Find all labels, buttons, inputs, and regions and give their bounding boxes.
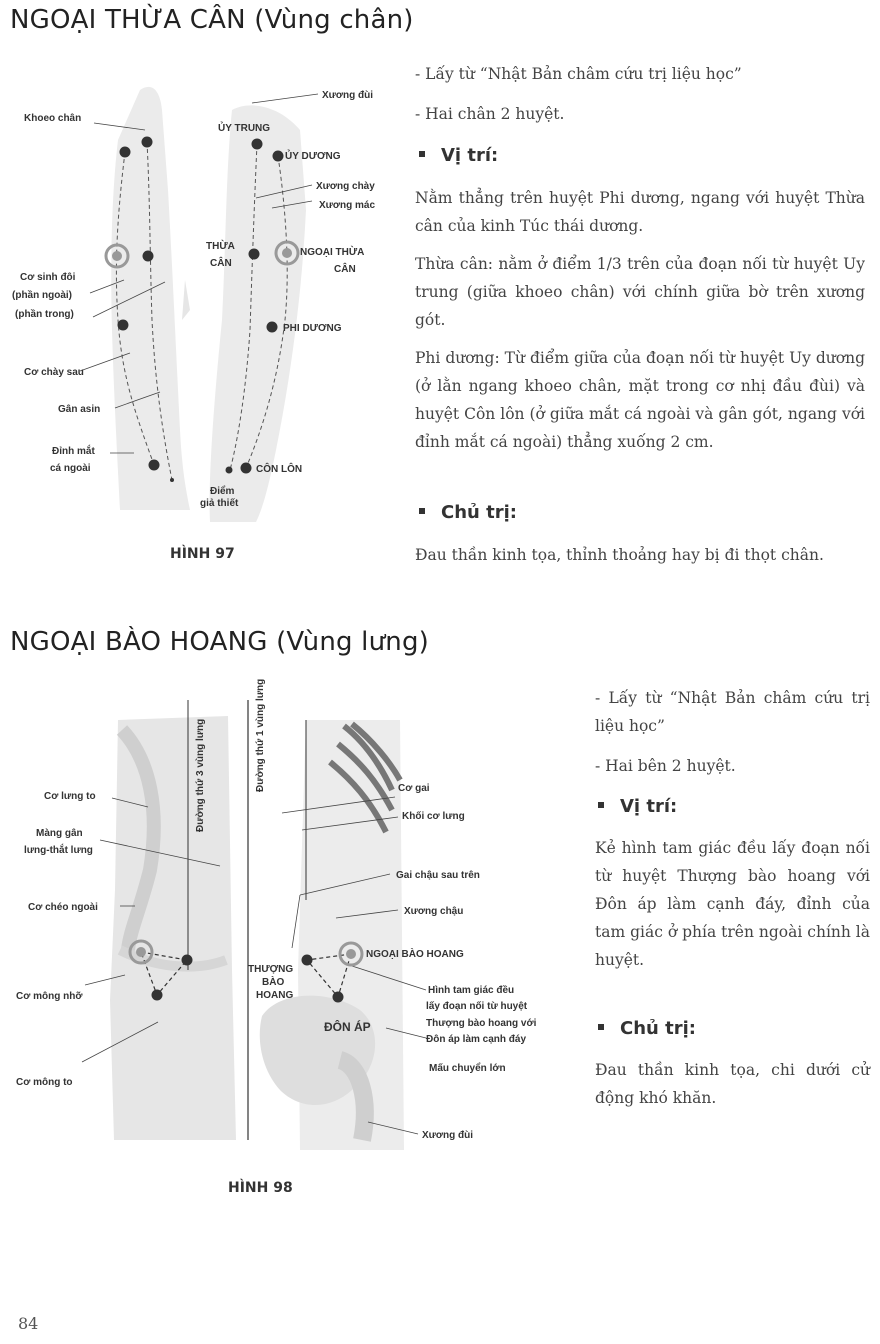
- label-ngoai-bao-hoang: NGOẠI BÀO HOANG: [366, 949, 464, 960]
- section2-title: NGOẠI BÀO HOANG (Vùng lưng): [10, 627, 430, 657]
- dinh-mat-point: [149, 460, 160, 471]
- section1-location-text: [415, 184, 865, 456]
- label-thua: THỪA: [206, 241, 235, 252]
- section1-indication-text: Đau thần kinh tọa, thỉnh thoảng hay bị đi thọt chân.: [415, 546, 824, 564]
- figure-97-caption: HÌNH 97: [170, 546, 235, 562]
- label-lung-that-lung: lưng-thắt lưng: [24, 845, 93, 856]
- section2-intro: [595, 684, 870, 780]
- bullet-icon: [598, 1024, 604, 1030]
- section1-indication-heading: [419, 502, 517, 523]
- label-tam-giac-1: Hình tam giác đều: [428, 985, 515, 996]
- label-xuong-dui-2: Xương đùi: [422, 1130, 474, 1141]
- label-duong-thu-1: Đường thứ 1 vùng lưng: [255, 678, 266, 792]
- label-khoi-co-lung: Khối cơ lưng: [402, 811, 465, 822]
- label-bao: BÀO: [262, 977, 285, 988]
- section1-location-heading: [419, 145, 498, 166]
- section1-location-heading-text: Vị trí:: [441, 145, 499, 166]
- khoeo-point-left: [120, 147, 131, 158]
- label-phan-trong: (phần trong): [15, 309, 74, 320]
- label-gia-thiet: giả thiết: [200, 498, 239, 509]
- label-diem: Điểm: [210, 486, 235, 497]
- section2-intro-line-2: - Hai bên 2 huyệt.: [595, 757, 736, 775]
- bullet-icon: [419, 151, 425, 157]
- label-xuong-dui: Xương đùi: [322, 90, 374, 101]
- label-phi-duong: PHI DƯƠNG: [283, 323, 342, 334]
- page-number: 84: [18, 1314, 39, 1333]
- label-co-mong-nho: Cơ mông nhỡ: [16, 991, 83, 1002]
- label-duong-thu-3: Đường thứ 3 vùng lưng: [195, 718, 206, 832]
- label-uy-duong: ỦY DƯƠNG: [285, 151, 341, 162]
- label-xuong-chau: Xương chậu: [404, 906, 464, 917]
- section2-indication-heading-text: Chủ trị:: [620, 1018, 696, 1039]
- phi-duong-point: [267, 322, 278, 333]
- con-lon-point: [241, 463, 252, 474]
- figure-98-caption: HÌNH 98: [228, 1180, 293, 1196]
- label-dinh-mat: Đỉnh mắt: [52, 446, 95, 457]
- label-xuong-chay: Xương chày: [316, 181, 375, 192]
- uy-duong-point: [273, 151, 284, 162]
- thua-can-point-left: [143, 251, 154, 262]
- thua-can-point: [249, 249, 260, 260]
- bullet-icon: [419, 508, 425, 514]
- label-gai-chau: Gai chậu sau trên: [396, 870, 480, 881]
- label-can: CÂN: [210, 258, 232, 269]
- label-xuong-mac: Xương mác: [319, 200, 376, 211]
- label-tam-giac-3: Thượng bào hoang với: [426, 1018, 537, 1029]
- section1-intro-line-1: - Lấy từ “Nhật Bản châm cứu trị liệu học”: [415, 65, 742, 83]
- figure-97: [0, 70, 395, 600]
- label-mau-chuyen: Mấu chuyển lớn: [429, 1063, 506, 1074]
- section1-location-para-2: Thừa cân: nằm ở điểm 1/3 trên của đoạn nối từ huyệt Uy trung (giữa khoeo chân) với chính giữa bờ trên xương gót.: [415, 255, 865, 329]
- label-uy-trung: ỦY TRUNG: [218, 123, 271, 134]
- label-khoeo-chan: Khoeo chân: [24, 113, 82, 124]
- section2-intro-line-1: - Lấy từ “Nhật Bản châm cứu trị liệu học”: [595, 689, 870, 735]
- section2-location-heading: [598, 796, 677, 817]
- right-leg-shape: [210, 105, 306, 522]
- section2-location-text: Kẻ hình tam giác đều lấy đoạn nối từ huyệt Thượng bào hoang với Đôn áp làm cạnh đáy, đỉnh của tam giác ở phía trên ngoài chính là huyệt.: [595, 839, 870, 969]
- bullet-icon: [598, 802, 604, 808]
- label-co-chay-sau: Cơ chày sau: [24, 367, 84, 378]
- section2-location-heading-text: Vị trí:: [620, 796, 678, 817]
- section2-indication-heading: [598, 1018, 696, 1039]
- figure-98: [0, 670, 570, 1190]
- label-ngoai-thua: NGOẠI THỪA: [300, 247, 365, 258]
- label-don-ap: ĐÔN ÁP: [324, 1020, 371, 1034]
- label-gan-asin: Gân asin: [58, 404, 101, 415]
- label-co-gai: Cơ gai: [398, 783, 430, 794]
- label-ca-ngoai: cá ngoài: [50, 463, 91, 474]
- phi-duong-point-left: [118, 320, 129, 331]
- uy-trung-point: [252, 139, 263, 150]
- section1-intro-line-2: - Hai chân 2 huyệt.: [415, 105, 565, 123]
- label-thuong: THƯỢNG: [248, 964, 294, 975]
- thuong-bao-hoang-point: [302, 955, 313, 966]
- don-ap-point: [333, 992, 344, 1003]
- left-lower-point: [152, 990, 163, 1001]
- left-upper-point: [182, 955, 193, 966]
- section1-location-para-1: Nằm thẳng trên huyệt Phi dương, ngang với huyệt Thừa cân của kinh Túc thái dương.: [415, 189, 865, 235]
- label-mang-gan: Màng gân: [36, 828, 83, 839]
- section1-title: NGOẠI THỪA CÂN (Vùng chân): [10, 5, 414, 35]
- section1-intro: [415, 60, 865, 128]
- section1-indication-heading-text: Chủ trị:: [441, 502, 517, 523]
- label-hoang: HOANG: [256, 990, 294, 1001]
- label-tam-giac-2: lấy đoạn nối từ huyệt: [426, 1001, 528, 1012]
- label-tam-giac-4: Đôn áp làm cạnh đáy: [426, 1034, 527, 1045]
- section2-indication-text: Đau thần kinh tọa, chi dưới cử động khó khăn.: [595, 1061, 870, 1107]
- label-co-mong-to: Cơ mông to: [16, 1077, 73, 1088]
- section1-location-para-3: Phi dương: Từ điểm giữa của đoạn nối từ huyệt Uy dương (ở lằn ngang khoeo chân, mặt trong cơ nhị đầu đùi) và huyệt Côn lôn (ở giữa mắt cá ngoài và gân gót, ngang với đỉnh mắt cá ngoài) thẳng xuống 2 cm.: [415, 349, 865, 451]
- label-can-2: CÂN: [334, 264, 356, 275]
- label-co-lung-to: Cơ lưng to: [44, 791, 96, 802]
- khoeo-point-center: [142, 137, 153, 148]
- label-phan-ngoai: (phần ngoài): [12, 290, 72, 301]
- label-co-sinh-doi: Cơ sinh đôi: [20, 272, 76, 283]
- label-con-lon: CÔN LÔN: [256, 464, 303, 475]
- label-co-cheo-ngoai: Cơ chéo ngoài: [28, 902, 98, 913]
- diem-gia-thiet-point: [226, 467, 233, 474]
